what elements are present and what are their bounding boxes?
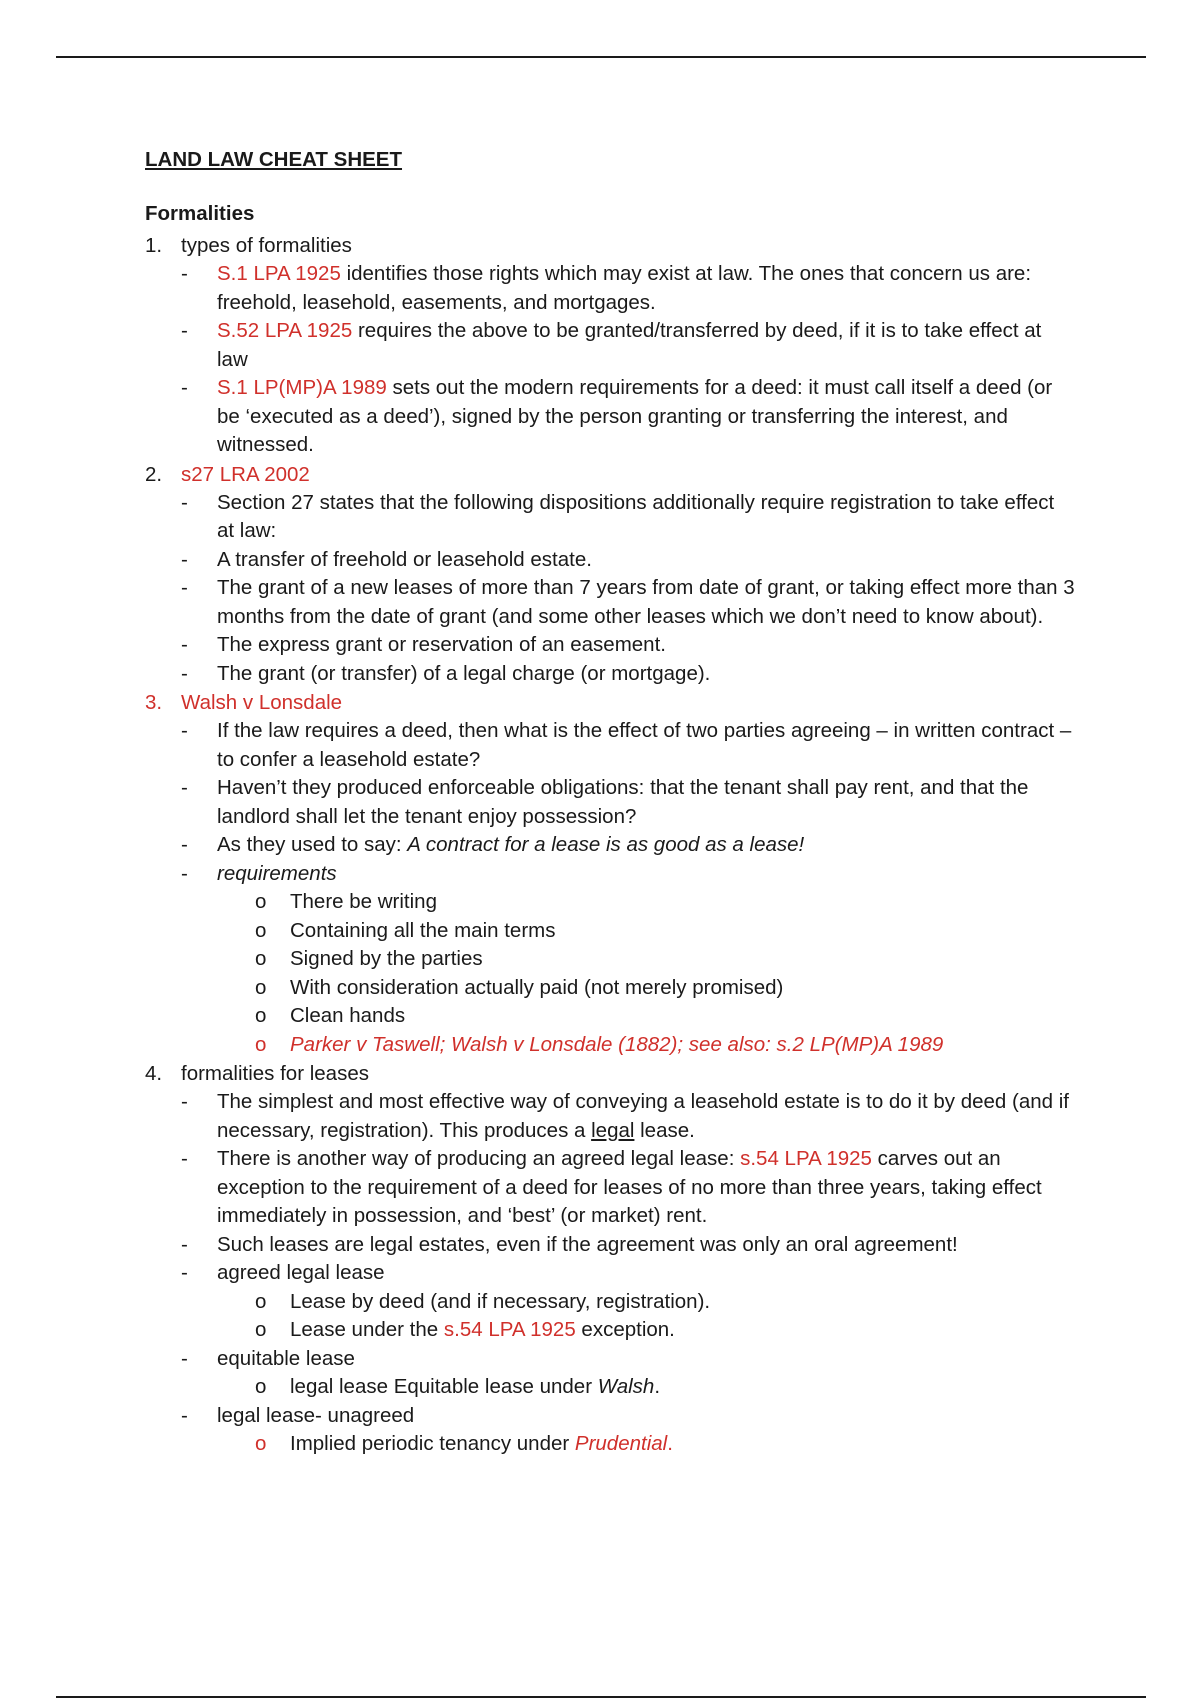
list-item-2: 2. s27 LRA 2002 <box>145 462 310 486</box>
bullet: - Section 27 states that the following dispositions additionally require registration to take effect at law: <box>181 490 1055 542</box>
bullet: - S.1 LP(MP)A 1989 sets out the modern requirements for a deed: it must call itself a deed (or be ‘executed as a deed’), signed by the person granting or transferring the interest, and witnessed. <box>181 376 1053 456</box>
bullet: - The grant of a new leases of more than 7 years from date of grant, or taking effect more than 3 months from the date of grant (and some other leases which we don’t need to know about). <box>181 576 1075 628</box>
bullet: - legal lease- unagreed <box>181 1403 415 1427</box>
bullet: - There is another way of producing an agreed legal lease: s.54 LPA 1925 carves out an exception to the requirement of a deed for leases of no more than three years, taking effect immediately in possession, and ‘best’ (or market) rent. <box>181 1147 1042 1227</box>
section-heading: Formalities <box>145 202 255 225</box>
bullet: - The express grant or reservation of an easement. <box>181 633 666 656</box>
bullet: - S.52 LPA 1925 requires the above to be granted/transferred by deed, if it is to take effect at law <box>181 319 1042 371</box>
bullet: - The simplest and most effective way of conveying a leasehold estate is to do it by deed (and if necessary, registration). This produces a legal lease. <box>181 1090 1069 1142</box>
item-label: formalities for leases <box>181 1062 369 1085</box>
statute-ref: S.1 LPA 1925 <box>217 262 341 285</box>
sub-bullet: o With consideration actually paid (not merely promised) <box>255 975 784 999</box>
citation: o Parker v Taswell; Walsh v Lonsdale (1882); see also: s.2 LP(MP)A 1989 <box>255 1032 944 1056</box>
bullet: - agreed legal lease <box>181 1261 385 1284</box>
statute-ref: s.54 LPA 1925 <box>443 1318 576 1341</box>
document-body <box>145 147 1075 1459</box>
item-label: s27 LRA 2002 <box>181 462 310 486</box>
bullet: - The grant (or transfer) of a legal charge (or mortgage). <box>181 661 711 685</box>
bullet: - Such leases are legal estates, even if the agreement was only an oral agreement! <box>181 1232 958 1256</box>
list-item-3: 3. Walsh v Lonsdale <box>145 691 343 714</box>
bullet: - A transfer of freehold or leasehold estate. <box>181 547 592 571</box>
top-rule <box>56 56 1146 58</box>
statute-ref: S.1 LP(MP)A 1989 <box>217 376 387 399</box>
bullet: - equitable lease <box>181 1346 355 1370</box>
item-label: Walsh v Lonsdale <box>181 691 343 714</box>
sub-bullet: o Lease under the s.54 LPA 1925 exception. <box>255 1318 675 1341</box>
item-label: types of formalities <box>181 234 352 257</box>
bottom-rule <box>56 1696 1146 1698</box>
bullet: - As they used to say: A contract for a lease is as good as a lease! <box>181 833 805 856</box>
statute-ref: s.54 LPA 1925 <box>740 1147 872 1170</box>
sub-bullet: o Containing all the main terms <box>255 918 556 942</box>
bullet: - If the law requires a deed, then what is the effect of two parties agreeing – in written contract – to confer a leasehold estate? <box>181 719 1072 771</box>
page-title: LAND LAW CHEAT SHEET <box>145 148 403 171</box>
bullet: - S.1 LPA 1925 identifies those rights which may exist at law. The ones that concern us are: freehold, leasehold, easements, and mortgages. <box>181 262 1032 314</box>
sub-bullet: o Signed by the parties <box>255 947 483 970</box>
statute-ref: S.52 LPA 1925 <box>217 319 353 342</box>
sub-bullet: o legal lease Equitable lease under Walsh. <box>255 1375 661 1398</box>
list-item-4: 4. formalities for leases <box>145 1062 369 1085</box>
sub-bullet: o Clean hands <box>255 1004 406 1027</box>
bullet: - Haven’t they produced enforceable obligations: that the tenant shall pay rent, and that the landlord shall let the tenant enjoy possession? <box>181 776 1029 828</box>
sub-bullet: o There be writing <box>255 890 437 913</box>
bullet: - requirements <box>181 861 337 885</box>
sub-bullet: o Lease by deed (and if necessary, registration). <box>255 1289 711 1313</box>
list-item-1: 1. types of formalities <box>145 234 352 257</box>
sub-bullet: o Implied periodic tenancy under Prudential. <box>255 1432 673 1455</box>
